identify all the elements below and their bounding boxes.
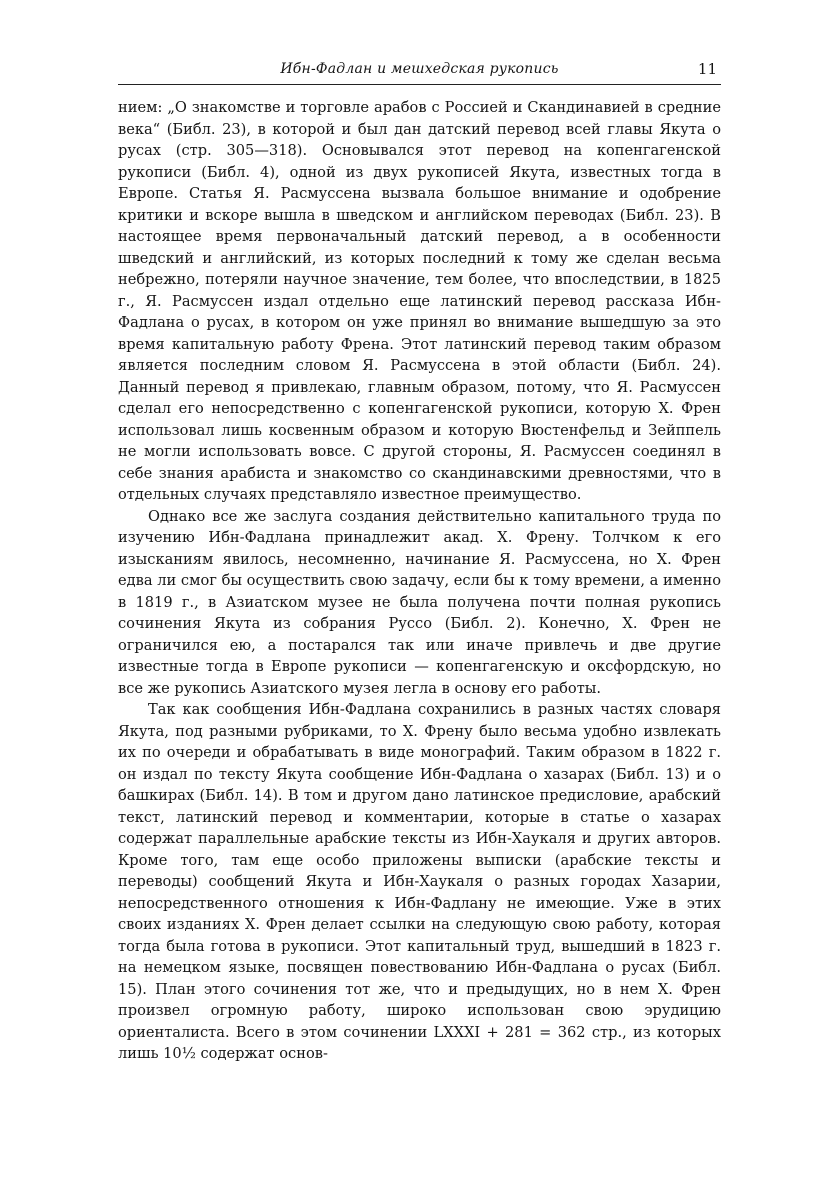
book-page (118, 58, 721, 1065)
running-title: Ибн-Фадлан и мешхедская рукопись (280, 61, 559, 77)
running-header (118, 58, 721, 85)
body-text (118, 97, 721, 1065)
paragraph-continuation: нием: „О знакомстве и торговле арабов с Россией и Скандинавией в средние века“ (Библ. 23), в которой и был дан датский перевод всей главы Якута о русах (стр. 305—318). Основывался этот перевод на копенгагенской рукописи (Библ. 4), одной из двух рукописей Якута, известных тогда в Европе. Статья Я. Расмуссена вызвала большое внимание и одобрение критики и вскоре вышла в шведском и английском переводах (Библ. 23). В настоящее время первоначальный датский перевод, а в особенности шведский и английский, из которых последний к тому же сделан весьма небрежно, потеряли научное значение, тем более, что впоследствии, в 1825 г., Я. Расмуссен издал отдельно еще латинский перевод рассказа Ибн-Фадлана о русах, в котором он уже принял во внимание вышедшую за это время капитальную работу Френа. Этот латинский перевод таким образом является последним словом Я. Расмуссена в этой области (Библ. 24). Данный перевод я привлекаю, главным образом, потому, что Я. Расмуссен сделал его непосредственно с копенгагенской рукописи, которую Х. Френ использовал лишь косвенным образом и которую Вюстенфельд и Зейппель не могли использовать вовсе. С другой стороны, Я. Расмуссен соединял в себе знания арабиста и знакомство со скандинавскими древностями, что в отдельных случаях представляло известное преимущество. (118, 99, 721, 503)
paragraph-fraehn-contribution: Однако все же заслуга создания действительно капитального труда по изучению Ибн-Фадлана принадлежит акад. Х. Френу. Толчком к его изысканиям явилось, несомненно, начинание Я. Расмуссена, но Х. Френ едва ли смог бы осуществить свою задачу, если бы к тому времени, а именно в 1819 г., в Азиатском музее не была получена почти полная рукопись сочинения Якута из собрания Руссо (Библ. 2). Конечно, Х. Френ не ограничился ею, а постарался так или иначе привлечь и две другие известные тогда в Европе рукописи — копенгагенскую и оксфордскую, но все же рукопись Азиатского музея легла в основу его работы. (118, 507, 721, 697)
paragraph-fraehn-monographs: Так как сообщения Ибн-Фадлана сохранились в разных частях словаря Якута, под разными рубриками, то Х. Френу было весьма удобно извлекать их по очереди и обрабатывать в виде монографий. Таким образом в 1822 г. он издал по тексту Якута сообщение Ибн-Фадлана о хазарах (Библ. 13) и о башкирах (Библ. 14). В том и другом дано латинское предисловие, арабский текст, латинский перевод и комментарии, которые в статье о хазарах содержат параллельные арабские тексты из Ибн-Хаукаля и других авторов. Кроме того, там еще особо приложены выписки (арабские тексты и переводы) сообщений Якута и Ибн-Хаукаля о разных городах Хазарии, непосредственного отношения к Ибн-Фадлану не имеющие. Уже в этих своих изданиях Х. Френ делает ссылки на следующую свою работу, которая тогда была готова в рукописи. Этот капитальный труд, вышедший в 1823 г. на немецком языке, посвящен повествованию Ибн-Фадлана о русах (Библ. 15). План этого сочинения тот же, что и предыдущих, но в нем Х. Френ произвел огромную работу, широко использован свою эрудицию ориенталиста. Всего в этом сочинении LXXXI + 281 = 362 стр., из которых лишь 10½ содержат основ- (118, 701, 721, 1062)
page-number: 11 (697, 60, 717, 78)
